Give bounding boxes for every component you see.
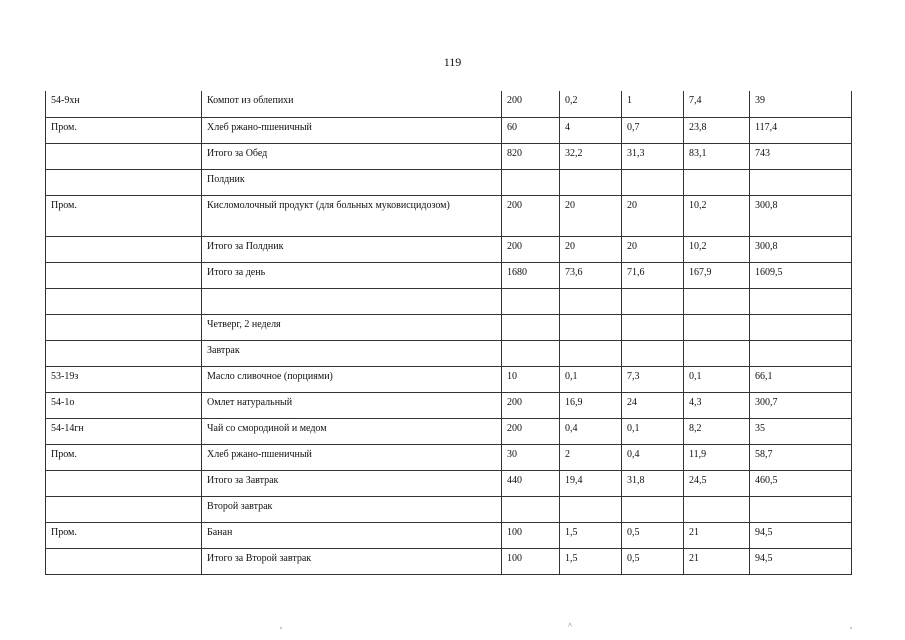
cell-fat bbox=[622, 340, 684, 366]
cell-protein: 1,5 bbox=[560, 548, 622, 574]
table-row bbox=[46, 169, 852, 195]
cell-carbs: 7,4 bbox=[684, 91, 750, 117]
cell-energy: 743 bbox=[750, 143, 852, 169]
cell-energy bbox=[750, 314, 852, 340]
cell-protein: 73,6 bbox=[560, 262, 622, 288]
cell-name: Итого за Второй завтрак bbox=[202, 548, 502, 574]
cell-energy: 460,5 bbox=[750, 470, 852, 496]
cell-weight: 200 bbox=[502, 418, 560, 444]
cell-weight: 100 bbox=[502, 522, 560, 548]
cell-carbs: 23,8 bbox=[684, 117, 750, 143]
cell-code: Пром. bbox=[46, 522, 202, 548]
cell-carbs: 11,9 bbox=[684, 444, 750, 470]
cell-energy: 35 bbox=[750, 418, 852, 444]
cell-code bbox=[46, 314, 202, 340]
cell-weight: 200 bbox=[502, 236, 560, 262]
cell-fat bbox=[622, 496, 684, 522]
cell-fat: 1 bbox=[622, 91, 684, 117]
cell-code: Пром. bbox=[46, 117, 202, 143]
cell-code bbox=[46, 236, 202, 262]
table-row bbox=[46, 288, 852, 314]
cell-carbs bbox=[684, 314, 750, 340]
cell-carbs: 0,1 bbox=[684, 366, 750, 392]
cell-name: Итого за Завтрак bbox=[202, 470, 502, 496]
cell-name: Итого за день bbox=[202, 262, 502, 288]
cell-energy: 300,7 bbox=[750, 392, 852, 418]
cell-protein: 1,5 bbox=[560, 522, 622, 548]
cell-carbs: 4,3 bbox=[684, 392, 750, 418]
cell-code bbox=[46, 548, 202, 574]
cell-code bbox=[46, 470, 202, 496]
cell-code: 54-1о bbox=[46, 392, 202, 418]
cell-energy: 117,4 bbox=[750, 117, 852, 143]
cell-name: Второй завтрак bbox=[202, 496, 502, 522]
cell-energy: 94,5 bbox=[750, 548, 852, 574]
table-row bbox=[46, 366, 852, 392]
cell-energy: 39 bbox=[750, 91, 852, 117]
cell-energy: 300,8 bbox=[750, 236, 852, 262]
cell-fat: 0,7 bbox=[622, 117, 684, 143]
cell-fat: 31,3 bbox=[622, 143, 684, 169]
cell-energy: 94,5 bbox=[750, 522, 852, 548]
cell-weight bbox=[502, 169, 560, 195]
cell-carbs bbox=[684, 169, 750, 195]
cell-energy: 58,7 bbox=[750, 444, 852, 470]
cell-code bbox=[46, 288, 202, 314]
cell-protein: 20 bbox=[560, 236, 622, 262]
cell-weight: 1680 bbox=[502, 262, 560, 288]
menu-table bbox=[45, 91, 852, 575]
scan-mark: , bbox=[280, 621, 282, 630]
cell-fat bbox=[622, 314, 684, 340]
cell-fat: 0,5 bbox=[622, 522, 684, 548]
cell-weight bbox=[502, 314, 560, 340]
cell-name: Хлеб ржано-пшеничный bbox=[202, 117, 502, 143]
cell-fat: 0,4 bbox=[622, 444, 684, 470]
cell-code: Пром. bbox=[46, 444, 202, 470]
cell-name: Завтрак bbox=[202, 340, 502, 366]
table-row bbox=[46, 314, 852, 340]
cell-protein bbox=[560, 314, 622, 340]
cell-carbs bbox=[684, 288, 750, 314]
cell-name: Чай со смородиной и медом bbox=[202, 418, 502, 444]
table-row bbox=[46, 340, 852, 366]
cell-energy: 300,8 bbox=[750, 195, 852, 236]
cell-fat: 0,5 bbox=[622, 548, 684, 574]
cell-protein: 32,2 bbox=[560, 143, 622, 169]
cell-name: Омлет натуральный bbox=[202, 392, 502, 418]
table-row bbox=[46, 392, 852, 418]
cell-carbs: 10,2 bbox=[684, 195, 750, 236]
cell-weight: 60 bbox=[502, 117, 560, 143]
cell-name: Полдник bbox=[202, 169, 502, 195]
cell-protein: 0,4 bbox=[560, 418, 622, 444]
cell-carbs bbox=[684, 496, 750, 522]
table-row bbox=[46, 418, 852, 444]
page-number: 119 bbox=[443, 55, 462, 69]
cell-name: Итого за Полдник bbox=[202, 236, 502, 262]
cell-fat: 0,1 bbox=[622, 418, 684, 444]
cell-code: 54-14гн bbox=[46, 418, 202, 444]
cell-carbs: 24,5 bbox=[684, 470, 750, 496]
cell-code bbox=[46, 340, 202, 366]
cell-protein bbox=[560, 340, 622, 366]
cell-protein: 4 bbox=[560, 117, 622, 143]
scan-marks bbox=[0, 621, 905, 631]
cell-protein: 20 bbox=[560, 195, 622, 236]
table-row bbox=[46, 496, 852, 522]
scan-mark: , bbox=[850, 621, 852, 630]
cell-fat bbox=[622, 169, 684, 195]
cell-energy bbox=[750, 169, 852, 195]
table-row bbox=[46, 195, 852, 236]
cell-fat: 71,6 bbox=[622, 262, 684, 288]
cell-carbs: 83,1 bbox=[684, 143, 750, 169]
cell-code bbox=[46, 496, 202, 522]
cell-energy bbox=[750, 340, 852, 366]
cell-name: Хлеб ржано-пшеничный bbox=[202, 444, 502, 470]
cell-protein: 0,1 bbox=[560, 366, 622, 392]
cell-weight bbox=[502, 496, 560, 522]
cell-energy: 1609,5 bbox=[750, 262, 852, 288]
cell-protein bbox=[560, 288, 622, 314]
cell-weight bbox=[502, 340, 560, 366]
cell-name: Компот из облепихи bbox=[202, 91, 502, 117]
cell-code: 54-9хн bbox=[46, 91, 202, 117]
cell-weight: 100 bbox=[502, 548, 560, 574]
table-row bbox=[46, 444, 852, 470]
cell-name: Банан bbox=[202, 522, 502, 548]
cell-code: Пром. bbox=[46, 195, 202, 236]
cell-protein: 2 bbox=[560, 444, 622, 470]
cell-code: 53-19з bbox=[46, 366, 202, 392]
cell-protein bbox=[560, 496, 622, 522]
cell-carbs: 167,9 bbox=[684, 262, 750, 288]
cell-protein bbox=[560, 169, 622, 195]
cell-protein: 19,4 bbox=[560, 470, 622, 496]
cell-name: Кисломолочный продукт (для больных муковисцидозом) bbox=[202, 195, 502, 236]
table-row bbox=[46, 548, 852, 574]
cell-carbs bbox=[684, 340, 750, 366]
cell-carbs: 10,2 bbox=[684, 236, 750, 262]
cell-fat: 20 bbox=[622, 195, 684, 236]
table-row bbox=[46, 262, 852, 288]
cell-protein: 0,2 bbox=[560, 91, 622, 117]
cell-weight bbox=[502, 288, 560, 314]
cell-weight: 10 bbox=[502, 366, 560, 392]
cell-name: Масло сливочное (порциями) bbox=[202, 366, 502, 392]
cell-weight: 200 bbox=[502, 392, 560, 418]
cell-fat bbox=[622, 288, 684, 314]
cell-weight: 200 bbox=[502, 195, 560, 236]
table-row bbox=[46, 522, 852, 548]
cell-fat: 24 bbox=[622, 392, 684, 418]
cell-code bbox=[46, 262, 202, 288]
cell-name: Итого за Обед bbox=[202, 143, 502, 169]
table-row bbox=[46, 117, 852, 143]
cell-weight: 440 bbox=[502, 470, 560, 496]
table-row bbox=[46, 143, 852, 169]
cell-code bbox=[46, 143, 202, 169]
cell-carbs: 8,2 bbox=[684, 418, 750, 444]
cell-name: Четверг, 2 неделя bbox=[202, 314, 502, 340]
cell-energy bbox=[750, 288, 852, 314]
cell-protein: 16,9 bbox=[560, 392, 622, 418]
cell-energy: 66,1 bbox=[750, 366, 852, 392]
menu-table-body bbox=[46, 91, 852, 574]
table-row bbox=[46, 236, 852, 262]
cell-code bbox=[46, 169, 202, 195]
cell-weight: 200 bbox=[502, 91, 560, 117]
cell-energy bbox=[750, 496, 852, 522]
table-row bbox=[46, 470, 852, 496]
cell-fat: 20 bbox=[622, 236, 684, 262]
cell-fat: 31,8 bbox=[622, 470, 684, 496]
cell-weight: 820 bbox=[502, 143, 560, 169]
scan-mark: ^ bbox=[568, 621, 572, 630]
table-row bbox=[46, 91, 852, 117]
cell-weight: 30 bbox=[502, 444, 560, 470]
cell-carbs: 21 bbox=[684, 548, 750, 574]
cell-fat: 7,3 bbox=[622, 366, 684, 392]
cell-name bbox=[202, 288, 502, 314]
cell-carbs: 21 bbox=[684, 522, 750, 548]
